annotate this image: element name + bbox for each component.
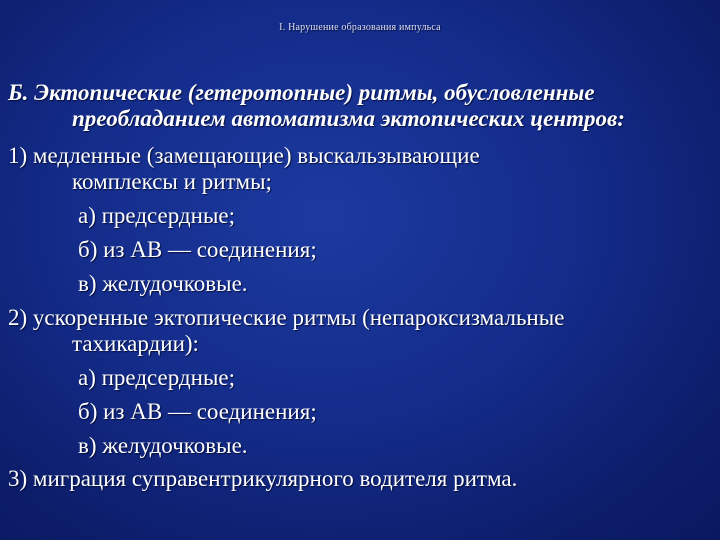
list-item-1-continuation: комплексы и ритмы; — [72, 169, 272, 194]
list-subitem-2b: б) из АВ — соединения; — [78, 399, 317, 424]
list-item-2: 2) ускоренные эктопические ритмы (непароксизмальные — [8, 305, 565, 330]
list-subitem-1c: в) желудочковые. — [78, 271, 248, 296]
list-subitem-2a: а) предсердные; — [78, 365, 235, 390]
list-subitem-2c: в) желудочковые. — [78, 433, 248, 458]
list-subitem-1a: а) предсердные; — [78, 203, 235, 228]
list-subitem-1b: б) из АВ — соединения; — [78, 237, 317, 262]
subtitle-line-1: Б. Эктопические (гетеротопные) ритмы, обусловленные — [8, 80, 595, 105]
list-item-1: 1) медленные (замещающие) выскальзывающие — [8, 143, 480, 168]
subtitle-line-2: преобладанием автоматизма эктопических центров: — [72, 106, 625, 131]
list-item-3: 3) миграция суправентрикулярного водителя ритма. — [8, 466, 518, 491]
slide-title: I. Нарушение образования импульса — [279, 22, 441, 33]
list-item-2-continuation: тахикардии): — [72, 331, 199, 356]
